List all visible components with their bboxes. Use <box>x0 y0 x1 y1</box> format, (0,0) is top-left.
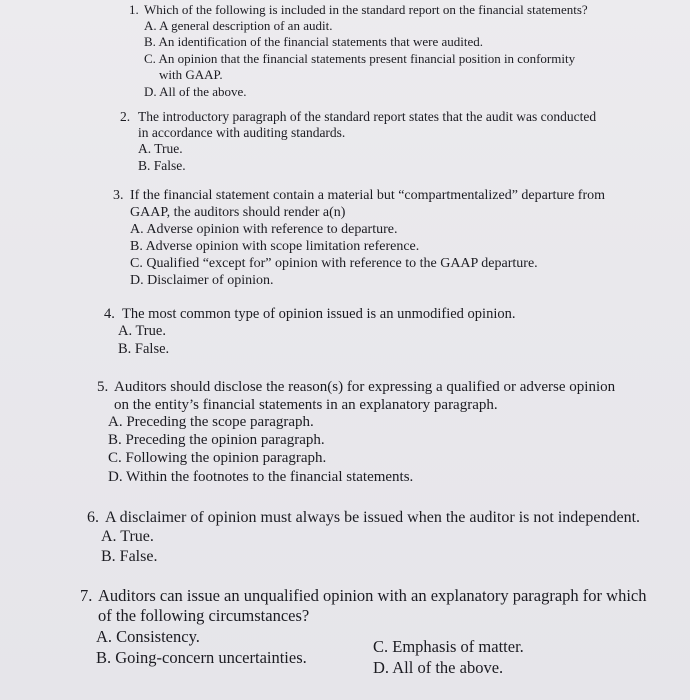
option-b: B. An identification of the financial statements that were audited. <box>144 34 483 49</box>
question-stem: Which of the following is included in the standard report on the financial statements? <box>144 2 588 17</box>
question-number: 7. <box>80 586 93 605</box>
question-stem-continued: GAAP, the auditors should render a(n) <box>130 205 346 220</box>
question-number: 5. <box>97 379 109 395</box>
question-stem: A disclaimer of opinion must always be issued when the auditor is not independent. <box>105 509 641 526</box>
question-stem: The introductory paragraph of the standard report states that the audit was conducted <box>138 109 597 124</box>
option-a: A. A general description of an audit. <box>144 18 333 33</box>
option-a: A. True. <box>138 141 183 156</box>
option-b: B. False. <box>138 158 186 173</box>
question-stem: The most common type of opinion issued is an unmodified opinion. <box>122 306 516 322</box>
option-b: B. Preceding the opinion paragraph. <box>108 432 325 448</box>
option-d: D. All of the above. <box>144 84 247 99</box>
option-a: A. True. <box>118 323 166 339</box>
question-stem: If the financial statement contain a material but “compartmentalized” departure from <box>130 188 606 203</box>
option-c: C. Emphasis of matter. <box>373 637 524 656</box>
question-number: 3. <box>113 188 124 203</box>
option-c: C. An opinion that the financial statements present financial position in conformity <box>144 51 576 66</box>
question-number: 2. <box>120 109 131 124</box>
option-b: B. Adverse opinion with scope limitation reference. <box>130 239 420 254</box>
option-d: D. Disclaimer of opinion. <box>130 273 274 288</box>
option-a: A. Adverse opinion with reference to departure. <box>130 222 398 237</box>
question-stem-continued: on the entity’s financial statements in an explanatory paragraph. <box>114 397 498 413</box>
question-number: 4. <box>104 306 115 322</box>
question-number: 6. <box>87 509 99 526</box>
option-b: B. False. <box>118 341 170 357</box>
question-number: 1. <box>129 2 139 17</box>
option-a: A. True. <box>101 528 154 545</box>
option-d: D. Within the footnotes to the financial statements. <box>108 469 414 485</box>
option-c: C. Following the opinion paragraph. <box>108 450 327 466</box>
question-stem: Auditors can issue an unqualified opinion with an explanatory paragraph for which <box>98 586 647 605</box>
question-stem: Auditors should disclose the reason(s) for expressing a qualified or adverse opinion <box>114 379 616 395</box>
option-d: D. All of the above. <box>373 658 504 677</box>
option-c: C. Qualified “except for” opinion with reference to the GAAP departure. <box>130 256 538 271</box>
option-b: B. False. <box>101 548 158 565</box>
option-a: A. Consistency. <box>96 627 200 646</box>
option-a: A. Preceding the scope paragraph. <box>108 414 314 430</box>
option-b: B. Going-concern uncertainties. <box>96 648 307 667</box>
question-stem-continued: in accordance with auditing standards. <box>138 125 346 140</box>
option-c-continued: with GAAP. <box>159 67 223 82</box>
question-stem-continued: of the following circumstances? <box>98 606 310 625</box>
